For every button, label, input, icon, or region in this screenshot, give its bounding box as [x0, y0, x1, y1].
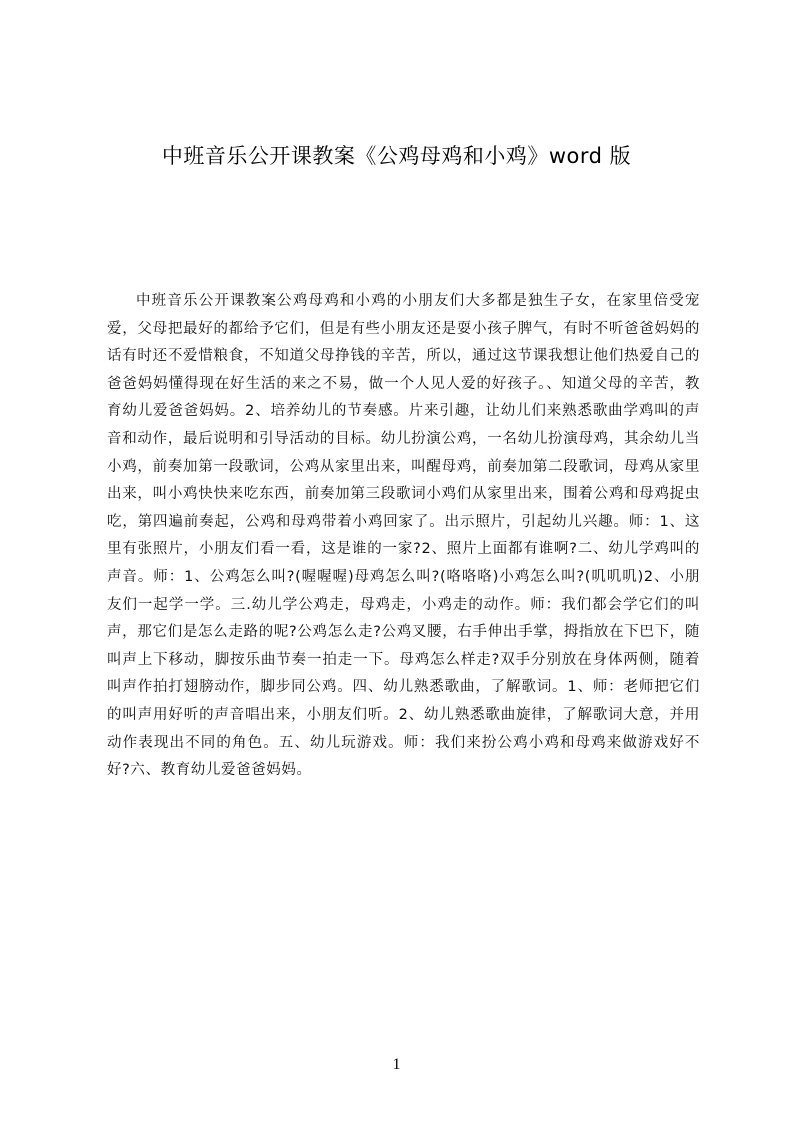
document-title: 中班音乐公开课教案《公鸡母鸡和小鸡》word 版 — [161, 144, 632, 168]
document-body-paragraph: 中班音乐公开课教案公鸡母鸡和小鸡的小朋友们大多都是独生子女，在家里倍受宠爱，父母把最好的都给予它们，但是有些小朋友还是耍小孩子脾气，有时不听爸爸妈妈的话有时还不爱惜粮食，不知道父母挣钱的辛苦，所以，通过这节课我想让他们热爱自己的爸爸妈妈懂得现在好生活的来之不易，做一个人见人爱的好孩子。、知道父母的辛苦，教育幼儿爱爸爸妈妈。2、培养幼儿的节奏感。片来引趣，让幼儿们来熟悉歌曲学鸡叫的声音和动作，最后说明和引导活动的目标。幼儿扮演公鸡，一名幼儿扮演母鸡，其余幼儿当小鸡，前奏加第一段歌词，公鸡从家里出来，叫醒母鸡，前奏加第二段歌词，母鸡从家里出来，叫小鸡快快来吃东西，前奏加第三段歌词小鸡们从家里出来，围着公鸡和母鸡捉虫吃，第四遍前奏起，公鸡和母鸡带着小鸡回家了。出示照片，引起幼儿兴趣。师：1、这里有张照片，小朋友们看一看，这是谁的一家?2、照片上面都有谁啊?二、幼儿学鸡叫的声音。师：1、公鸡怎么叫?(喔喔喔)母鸡怎么叫?(咯咯咯)小鸡怎么叫?(叽叽叽)2、小朋友们一起学一学。三.幼儿学公鸡走，母鸡走，小鸡走的动作。师：我们都会学它们的叫声，那它们是怎么走路的呢?公鸡怎么走?公鸡叉腰，右手伸出手掌，拇指放在下巴下，随叫声上下移动，脚按乐曲节奏一拍走一下。母鸡怎么样走?双手分别放在身体两侧，随着叫声作拍打翅膀动作，脚步同公鸡。四、幼儿熟悉歌曲，了解歌词。1、师：老师把它们的叫声用好听的声音唱出来，小朋友们听。2、幼儿熟悉歌曲旋律，了解歌词大意，并用动作表现出不同的角色。五、幼儿玩游戏。师：我们来扮公鸡小鸡和母鸡来做游戏好不好?六、教育幼儿爱爸爸妈妈。 — [107, 293, 700, 779]
page-number: 1 — [392, 1056, 401, 1073]
